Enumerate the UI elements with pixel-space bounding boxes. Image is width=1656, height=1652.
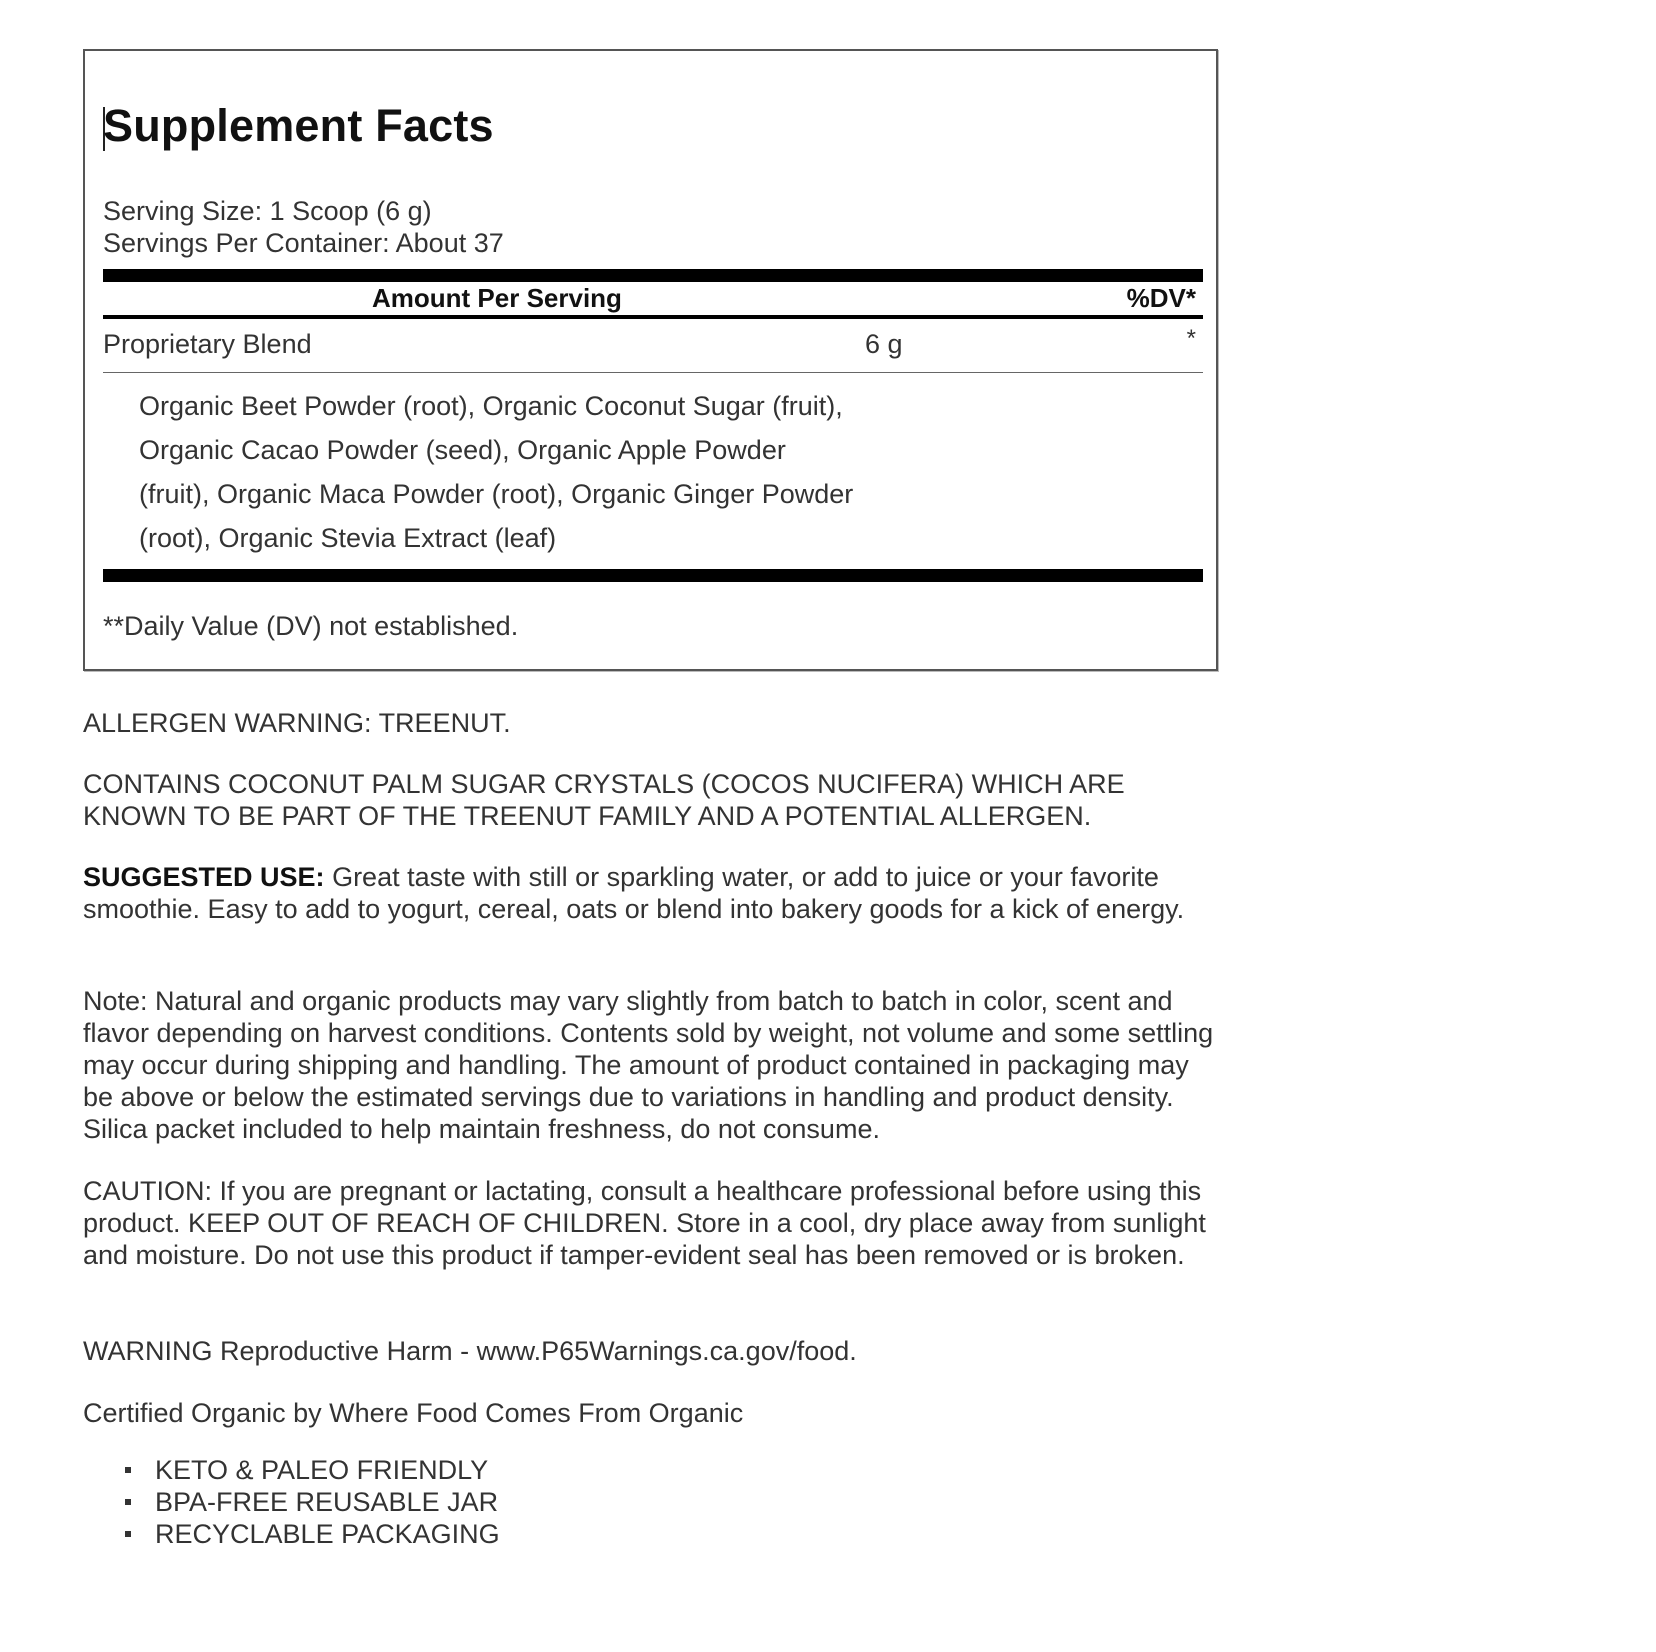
suggested-use-label: SUGGESTED USE:: [83, 862, 325, 892]
caution-statement: CAUTION: If you are pregnant or lactating, consult a healthcare professional before using this product. KEEP OUT OF REACH OF CHILDREN. Store in a cool, dry place away from sunlight and moisture. Do not use this product if tamper-evident seal has been removed or is broken.: [83, 1176, 1206, 1270]
proprietary-blend-dv: *: [1186, 325, 1196, 352]
list-item: [83, 1486, 500, 1518]
prop65-warning: WARNING Reproductive Harm - www.P65Warnings.ca.gov/food.: [83, 1336, 857, 1366]
suggested-use-text: Great taste with still or sparkling water, or add to juice or your favorite smoothie. Easy to add to yogurt, cereal, oats or blend into bakery goods for a kick of energy.: [83, 862, 1185, 924]
thick-divider-top: [103, 269, 1203, 282]
contains-statement: CONTAINS COCONUT PALM SUGAR CRYSTALS (COCOS NUCIFERA) WHICH ARE KNOWN TO BE PART OF THE TREENUT FAMILY AND A POTENTIAL ALLERGEN.: [83, 769, 1125, 831]
proprietary-blend-name: Proprietary Blend: [103, 329, 312, 359]
daily-value-header: %DV*: [1126, 283, 1196, 313]
list-item: [83, 1454, 500, 1486]
bullet-icon: [125, 1531, 131, 1537]
feature-label: KETO & PALEO FRIENDLY: [155, 1455, 489, 1485]
allergen-warning: ALLERGEN WARNING: TREENUT.: [83, 708, 511, 738]
ingredient-line: Organic Cacao Powder (seed), Organic Apple Powder: [139, 435, 786, 465]
bullet-icon: [125, 1499, 131, 1505]
facts-title: Supplement Facts: [103, 100, 494, 151]
ingredient-line: Organic Beet Powder (root), Organic Coconut Sugar (fruit),: [139, 391, 843, 421]
feature-list: [83, 1454, 500, 1550]
serving-size: Serving Size: 1 Scoop (6 g): [103, 196, 432, 226]
ingredient-list: [139, 384, 929, 560]
feature-label: BPA-FREE REUSABLE JAR: [155, 1487, 499, 1517]
ingredient-line: (root), Organic Stevia Extract (leaf): [139, 523, 557, 553]
suggested-use: [83, 861, 1223, 925]
supplement-facts-panel: [83, 49, 1218, 671]
list-item: [83, 1518, 500, 1550]
header-divider: [103, 315, 1203, 319]
feature-label: RECYCLABLE PACKAGING: [155, 1519, 500, 1549]
thick-divider-bottom: [103, 569, 1203, 582]
amount-per-serving-header: Amount Per Serving: [372, 283, 622, 313]
blend-divider: [103, 372, 1203, 373]
ingredient-line: (fruit), Organic Maca Powder (root), Organic Ginger Powder: [139, 479, 854, 509]
daily-value-note: **Daily Value (DV) not established.: [103, 611, 519, 641]
organic-certification: Certified Organic by Where Food Comes From Organic: [83, 1398, 744, 1428]
bullet-icon: [125, 1467, 131, 1473]
proprietary-blend-amount: 6 g: [865, 329, 903, 359]
batch-note: Note: Natural and organic products may vary slightly from batch to batch in color, scent and flavor depending on harvest conditions. Contents sold by weight, not volume and some settling may occur during shipping and handling. The amount of product contained in packaging may be above or below the estimated servings due to variations in handling and product density. Silica packet included to help maintain freshness, do not consume.: [83, 986, 1214, 1144]
servings-per-container: Servings Per Container: About 37: [103, 228, 504, 258]
